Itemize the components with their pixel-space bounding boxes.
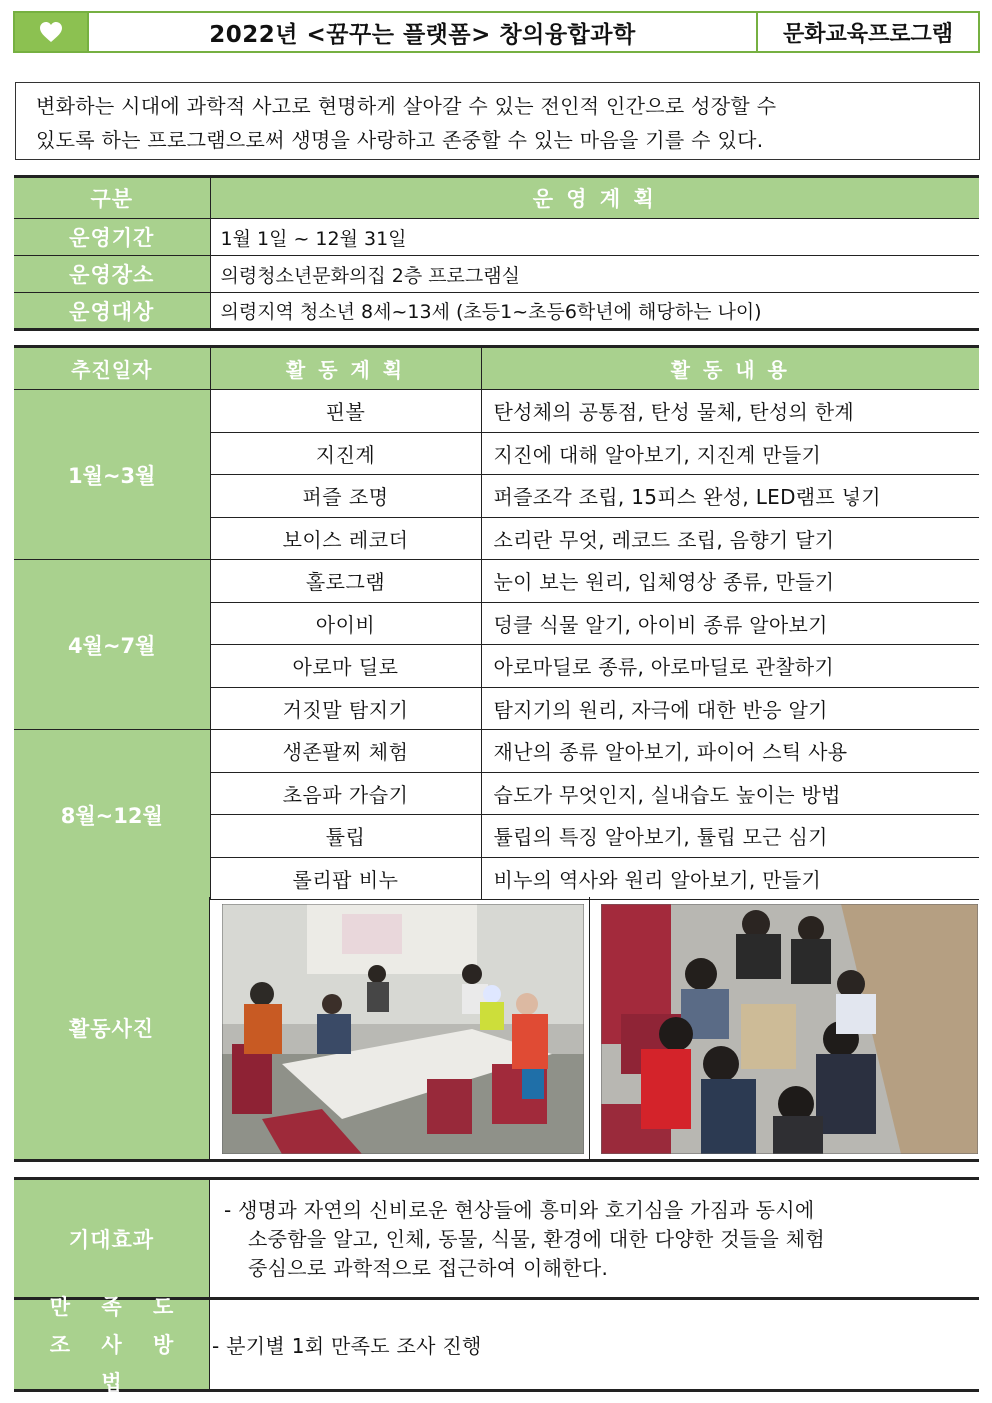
photo-divider [589,897,590,1162]
page-title: 2022년 <꿈꾸는 플랫폼> 창의융합과학 [209,21,636,48]
photos-label: 활동사진 [14,897,210,1159]
activity-plan: 튤립 [210,815,481,858]
activity-content: 습도가 무엇인지, 실내습도 높이는 방법 [481,772,979,815]
activity-plan: 초음파 가습기 [210,772,481,815]
activity-plan: 보이스 레코더 [210,517,481,560]
location-value: 의령청소년문화의집 2층 프로그램실 [210,256,979,293]
schedule-header-content: 활 동 내 용 [481,347,979,390]
effect-label: 기대효과 [14,1180,210,1297]
effect-line-2: 소중함을 알고, 인체, 동물, 식물, 환경에 대한 다양한 것들을 체험 [248,1227,826,1251]
activity-plan: 홀로그램 [210,560,481,603]
schedule-header-date: 추진일자 [14,347,210,390]
activity-content: 퍼즐조각 조립, 15피스 완성, LED램프 넣기 [481,475,979,518]
intro-box [15,82,980,160]
heart-icon-cell [15,13,89,51]
activity-content: 탐지기의 원리, 자극에 대한 반응 알기 [481,687,979,730]
satisfaction-row [14,1294,979,1395]
period-label: 운영기간 [14,219,210,256]
activity-plan: 퍼즐 조명 [210,475,481,518]
activity-plan: 생존팔찌 체험 [210,730,481,773]
activity-content: 지진에 대해 알아보기, 지진계 만들기 [481,432,979,475]
satisfaction-label-line-1: 만 족 도 [49,1294,186,1319]
document-header [13,11,980,53]
period-value: 1월 1일 ~ 12월 31일 [210,219,979,256]
activity-plan: 거짓말 탐지기 [210,687,481,730]
activity-content: 탄성체의 공통점, 탄성 물체, 탄성의 한계 [481,390,979,433]
heart-icon [39,21,63,43]
effect-line-1: - 생명과 자연의 신비로운 현상들에 흥미와 호기심을 가짐과 동시에 [224,1198,815,1222]
target-value: 의령지역 청소년 8세~13세 (초등1~초등6학년에 해당하는 나이) [210,293,979,330]
activity-plan: 롤리팝 비누 [210,857,481,900]
period-label: 1월~3월 [14,390,210,560]
activity-photo-classroom [222,904,584,1154]
activity-content: 눈이 보는 원리, 입체영상 종류, 만들기 [481,560,979,603]
activity-content: 덩클 식물 알기, 아이비 종류 알아보기 [481,602,979,645]
activity-content: 비누의 역사와 원리 알아보기, 만들기 [481,857,979,900]
program-category: 문화교육프로그램 [756,13,978,51]
activity-plan: 아로마 딜로 [210,645,481,688]
schedule-header-plan: 활 동 계 획 [210,347,481,390]
overview-table [14,175,979,331]
activity-plan: 아이비 [210,602,481,645]
period-label: 4월~7월 [14,560,210,730]
intro-line-1: 변화하는 시대에 과학적 사고로 현명하게 살아갈 수 있는 전인적 인간으로 성장할 수 [36,94,777,118]
activity-content: 소리란 무엇, 레코드 조립, 음향기 달기 [481,517,979,560]
activity-content: 아로마딜로 종류, 아로마딜로 관찰하기 [481,645,979,688]
activity-photo-overhead [601,904,978,1154]
satisfaction-label [14,1294,210,1395]
period-label: 8월~12월 [14,730,210,900]
satisfaction-method: - 분기별 1회 만족도 조사 진행 [212,1334,482,1358]
effect-text [210,1180,979,1297]
activity-plan: 핀볼 [210,390,481,433]
intro-line-2: 있도록 하는 프로그램으로써 생명을 사랑하고 존중할 수 있는 마음을 기를 수 있다. [36,128,764,152]
activity-content: 재난의 종류 알아보기, 파이어 스틱 사용 [481,730,979,773]
effect-line-3: 중심으로 과학적으로 접근하여 이해한다. [248,1256,609,1280]
activity-plan: 지진계 [210,432,481,475]
activity-content: 튤립의 특징 알아보기, 튤립 모근 심기 [481,815,979,858]
target-label: 운영대상 [14,293,210,330]
satisfaction-label-line-2: 조 사 방 법 [49,1332,186,1395]
overview-header-value: 운 영 계 획 [210,177,979,219]
location-label: 운영장소 [14,256,210,293]
overview-header-label: 구분 [14,177,210,219]
schedule-table [14,345,979,900]
expected-effect-row [14,1177,979,1300]
